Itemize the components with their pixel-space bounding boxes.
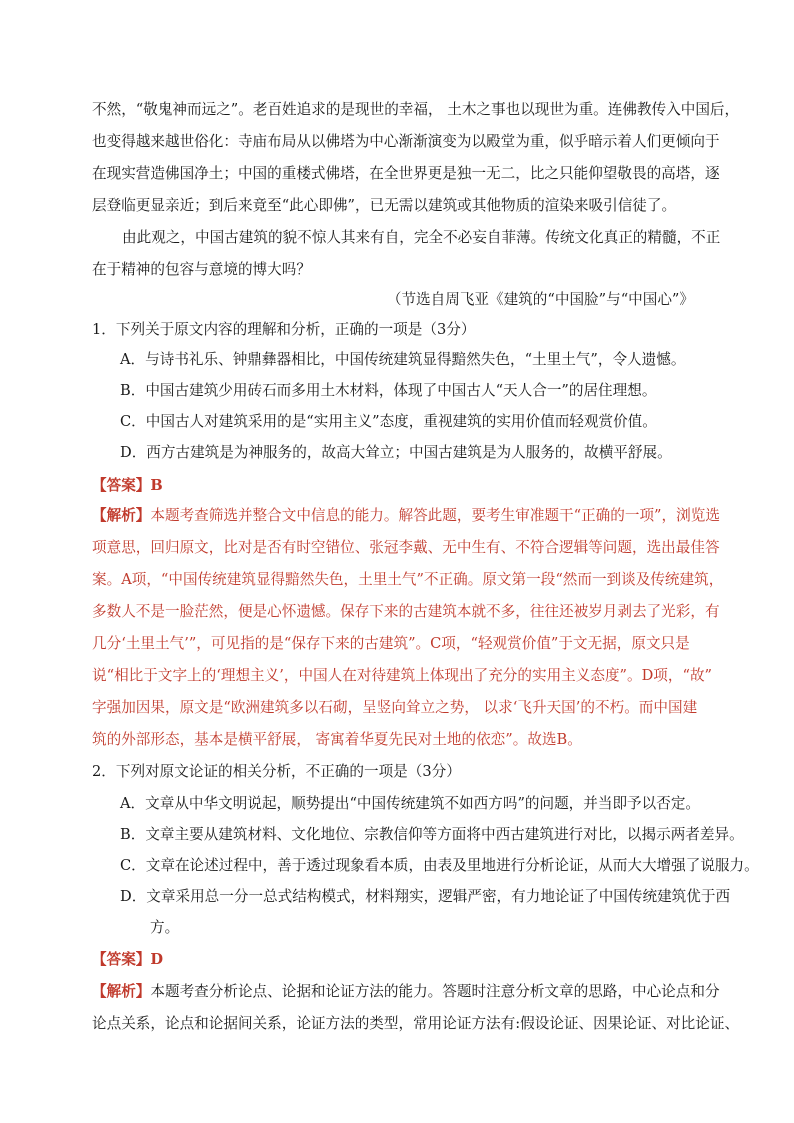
source-citation: （节选自周飞亚《建筑的“中国脸”与“中国心”》 [386,291,694,308]
analysis-line: 说“相比于文字上的‘理想主义’，中国人在对待建筑上体现出了充分的实用主义态度”。D项，“故” [92,667,713,684]
option-a: A．与诗书礼乐、钟鼎彝器相比，中国传统建筑显得黯然失色，“土里土气”，令人遗憾。 [120,351,686,368]
analysis-tag: 【解析】 [92,507,151,524]
analysis-line: 筑的外部形态，基本是横平舒展， 寄寓着华夏先民对土地的依恋”。故选B。 [92,731,582,748]
passage-line: 在现实营造佛国净土；中国的重楼式佛塔，在全世界更是独一无二，比之只能仰望敬畏的高塔，逐 [92,165,720,182]
option-d: D．西方古建筑是为神服务的，故高大耸立；中国古建筑是为人服务的，故横平舒展。 [120,444,672,461]
answer-tag: 【答案】 [92,951,151,968]
answer-tag: 【答案】 [92,477,151,494]
question-stem: 2．下列对原文论证的相关分析，不正确的一项是（3分） [92,763,461,780]
analysis-line: 几分‘土里土气’”，可见指的是“保存下来的古建筑”。C项，“轻观赏价值”于文无据，原文只是 [92,635,690,652]
analysis-line: 【解析】本题考查筛选并整合文中信息的能力。解答此题，要考生审准题干“正确的一项”，浏览选 [92,507,720,524]
passage-line: 在于精神的包容与意境的博大吗？ [92,261,311,278]
option-d-continued: 方。 [150,919,180,936]
analysis-line: 论点关系，论点和论据间关系，论证方法的类型，常用论证方法有:假设论证、因果论证、对比论证、 [92,1015,740,1032]
option-d: D．文章采用总一分一总式结构模式，材料翔实，逻辑严密，有力地论证了中国传统建筑优于西 [120,888,731,905]
passage-line: 不然，“敬鬼神而远之”。老百姓追求的是现世的幸福， 土木之事也以现世为重。连佛教传入中国后， [92,101,740,118]
answer-value: D [150,951,164,968]
passage-line: 也变得越来越世俗化：寺庙布局从以佛塔为中心渐渐演变为以殿堂为重，似乎暗示着人们更倾向于 [92,133,720,150]
analysis-line: 案。A项，“中国传统建筑显得黯然失色，土里土气”不正确。原文第一段“然而一到谈及传统建筑， [92,571,724,588]
passage-line: 由此观之，中国古建筑的貌不惊人其来有自，完全不必妄自菲薄。传统文化真正的精髓，不正 [122,229,721,246]
passage-line: 层登临更显亲近；到后来竟至“此心即佛”，已无需以建筑或其他物质的渲染来吸引信徒了。 [92,197,677,214]
analysis-line: 项意思，回归原文，比对是否有时空错位、张冠李戴、无中生有、不符合逻辑等问题，选出最佳答 [92,539,720,556]
option-b: B．中国古建筑少用砖石而多用土木材料，体现了中国古人“天人合一”的居住理想。 [120,382,657,399]
question-stem: 1．下列关于原文内容的理解和分析，正确的一项是（3分） [92,321,476,338]
option-a: A．文章从中华文明说起，顺势提出“中国传统建筑不如西方吗”的问题，并当即予以否定。 [120,795,701,812]
option-c: C．文章在论述过程中，善于透过现象看本质，由表及里地进行分析论证，从而大大增强了说服力。 [120,857,759,874]
option-c: C．中国古人对建筑采用的是“实用主义”态度，重视建筑的实用价值而轻观赏价值。 [120,413,657,430]
analysis-line: 【解析】本题考查分析论点、论据和论证方法的能力。答题时注意分析文章的思路，中心论点和分 [92,983,720,1000]
analysis-tag: 【解析】 [92,983,151,1000]
answer-line [92,950,163,970]
analysis-line: 字强加因果，原文是“欧洲建筑多以石砌，呈竖向耸立之势， 以求‘飞升天国’的不朽。而中国建 [92,699,698,716]
option-b: B．文章主要从建筑材料、文化地位、宗教信仰等方面将中西古建筑进行对比，以揭示两者差异。 [120,826,744,843]
analysis-line: 多数人不是一脸茫然，便是心怀遗憾。保存下来的古建筑本就不多，往往还被岁月剥去了光彩，有 [92,603,720,620]
answer-line [92,476,163,496]
answer-value: B [150,477,163,494]
